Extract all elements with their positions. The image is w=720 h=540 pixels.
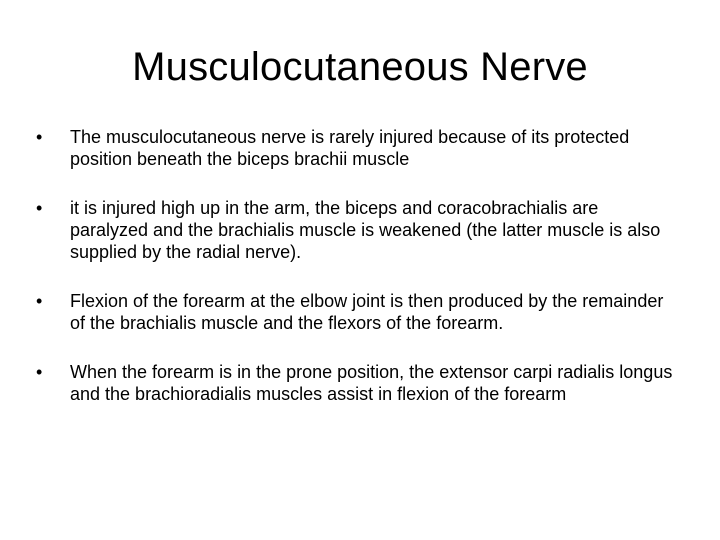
bullet-text: it is injured high up in the arm, the biceps and coracobrachialis are paralyzed and the brachialis muscle is weakened (the latter muscle is also supplied by the radial nerve). (70, 198, 661, 262)
bullet-dot-icon: • (36, 362, 43, 382)
bullet-item (36, 290, 676, 334)
bullet-text: The musculocutaneous nerve is rarely injured because of its protected position beneath the biceps brachii muscle (70, 127, 630, 169)
bullet-dot-icon: • (36, 198, 43, 218)
bullet-item (36, 126, 676, 170)
bullet-dot-icon: • (36, 127, 43, 147)
bullet-dot-icon: • (36, 291, 43, 311)
bullet-text: Flexion of the forearm at the elbow joint is then produced by the remainder of the brachialis muscle and the flexors of the forearm. (70, 291, 664, 333)
bullet-item (36, 361, 676, 405)
bullet-item (36, 197, 676, 263)
bullet-text: When the forearm is in the prone position, the extensor carpi radialis longus and the brachioradialis muscles assist in flexion of the forearm (70, 362, 673, 404)
bullet-list (36, 126, 676, 432)
slide-title: Musculocutaneous Nerve (132, 45, 588, 89)
